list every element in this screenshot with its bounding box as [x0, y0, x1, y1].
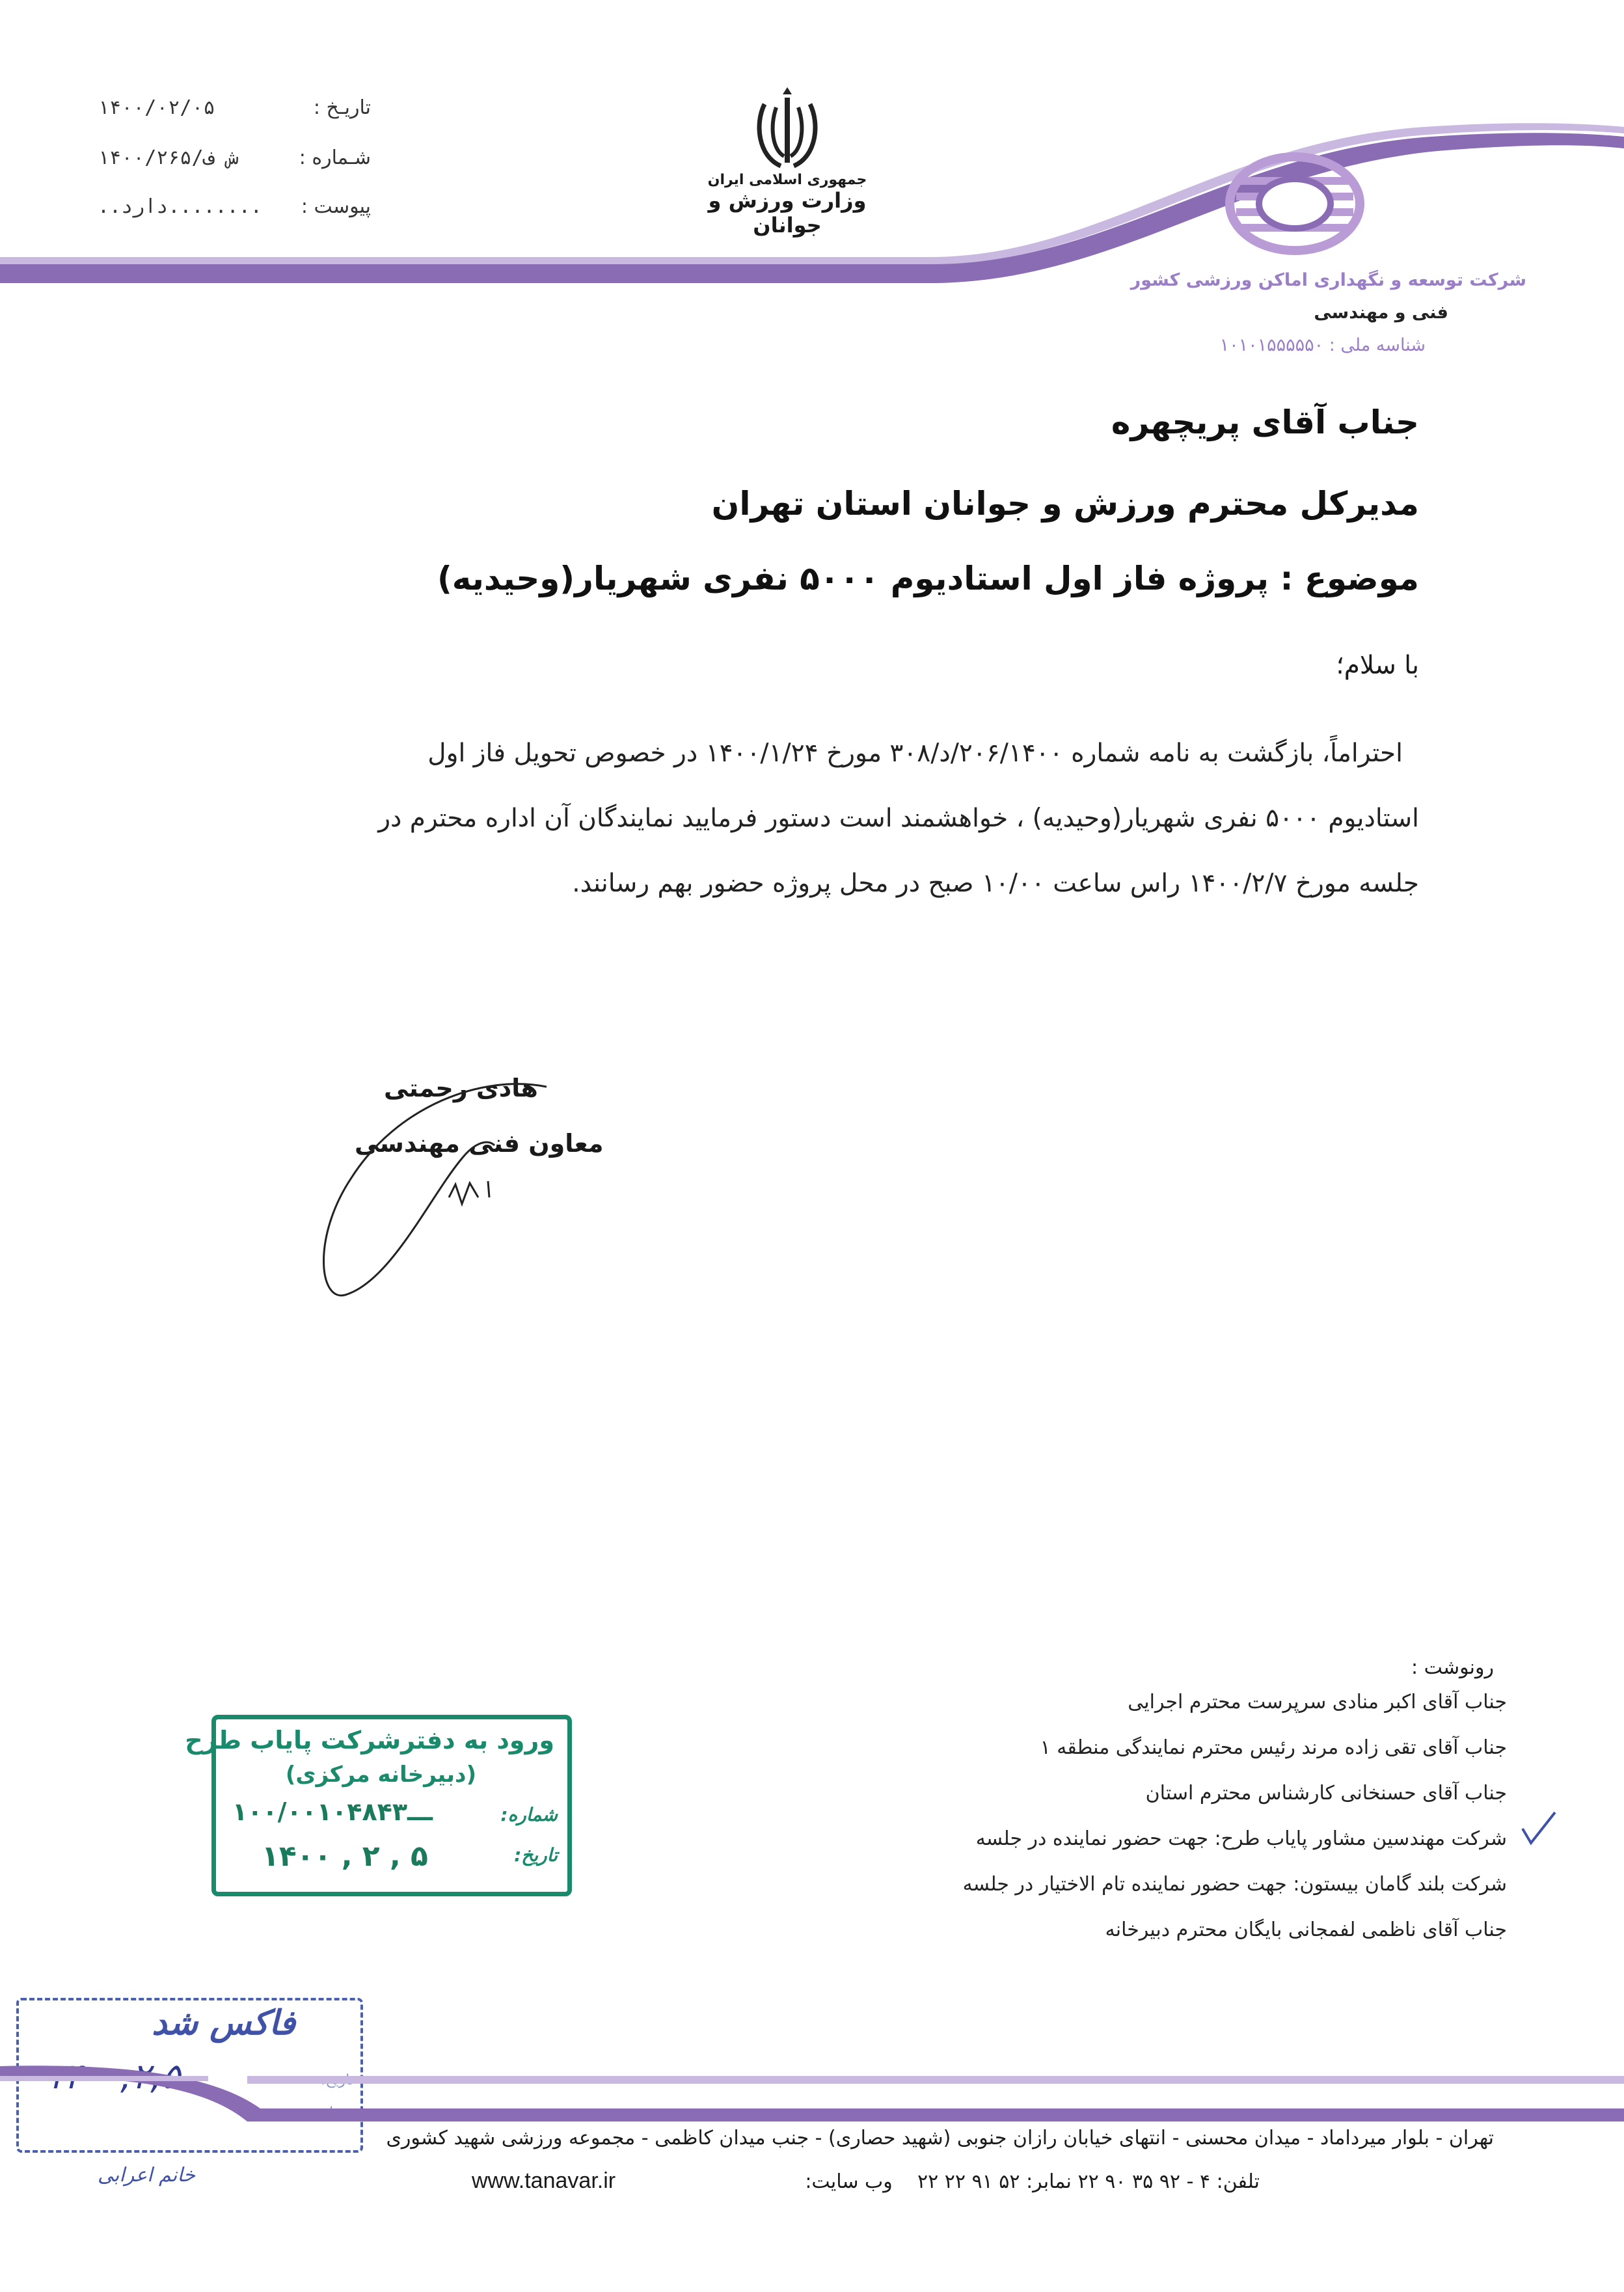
date-value: ۱۴۰۰/۰۲/۰۵ — [98, 96, 215, 119]
body-line-2: استادیوم ۵۰۰۰ نفری شهریار(وحیدیه) ، خواهشمند است دستور فرمایید نمایندگان آن اداره محترم در — [378, 804, 1419, 833]
greeting: با سلام؛ — [1336, 651, 1419, 680]
subject: موضوع : پروژه فاز اول استادیوم ۵۰۰۰ نفری شهریار(وحیدیه) — [437, 560, 1419, 597]
number-label: شـماره : — [299, 146, 371, 169]
cc-line-1: جناب آقای اکبر منادی سرپرست محترم اجرایی — [1128, 1691, 1507, 1713]
attachment-label: پیوست : — [301, 195, 371, 218]
body-line-3: جلسه مورخ ۱۴۰۰/۲/۷ راس ساعت ۱۰/۰۰ صبح در محل پروژه حضور بهم رسانند. — [572, 869, 1419, 898]
fax-handwritten-note: خانم اعرابی — [98, 2164, 196, 2187]
body-line-1: احتراماً، بازگشت به نامه شماره ۲۰۶/۱۴۰۰/د/۳۰۸ مورخ ۱۴۰۰/۱/۲۴ در خصوص تحویل فاز اول — [427, 739, 1403, 768]
cc-line-6: جناب آقای ناظمی لفمجانی بایگان محترم دبیرخانه — [1105, 1918, 1507, 1941]
entry-stamp-title: ورود به دفترشرکت پایاب طرح — [185, 1726, 554, 1754]
entry-stamp-number: ۱۰۰/۰۰ـــ۱۰۴۸۴۳ — [232, 1797, 433, 1826]
date-row — [98, 96, 371, 119]
number-row — [98, 146, 371, 169]
cc-line-3: جناب آقای حسنخانی کارشناس محترم استان — [1145, 1782, 1507, 1805]
check-mark-icon — [1519, 1809, 1558, 1848]
number-value: ۱۴۰۰/۲۶۵/ش ف — [98, 146, 239, 169]
entry-stamp-date-label: تاریخ: — [514, 1844, 558, 1866]
cc-label: رونوشت : — [1411, 1656, 1494, 1679]
cc-line-5: شرکت بلند گامان بیستون: جهت حضور نماینده تام الاختیار در جلسه — [962, 1873, 1507, 1896]
ministry-block — [690, 85, 885, 238]
footer-address: تهران - بلوار میرداماد - میدان محسنی - انتهای خیابان رازان جنوبی (شهید حصاری) - جنب میدان کاظمی - مجموعه ورزشی شهید کشوری — [386, 2127, 1494, 2149]
cc-line-2: جناب آقای تقی زاده مرند رئیس محترم نمایندگی منطقه ۱ — [1040, 1736, 1507, 1759]
entry-stamp-number-label: شماره: — [500, 1804, 558, 1825]
footer-band — [0, 2050, 1624, 2128]
iran-emblem-icon — [751, 85, 823, 176]
signature — [299, 1067, 573, 1315]
ministry-line1: جمهوری اسلامی ایران — [707, 172, 867, 188]
signatory-title: معاون فنی مهندسی — [355, 1129, 604, 1158]
company-name: شرکت توسعه و نگهداری اماکن ورزشی کشور — [1130, 270, 1526, 290]
national-id: شناسه ملی : ۱۰۱۰۱۵۵۵۵۵۰ — [1219, 335, 1426, 355]
entry-stamp-subtitle: (دبیرخانه مرکزی) — [285, 1762, 476, 1788]
date-label: تاریـخ : — [313, 96, 371, 119]
recipient-title: مدیرکل محترم ورزش و جوانان استان تهران — [711, 485, 1419, 523]
fax-stamp-title: فاکس شد — [152, 2004, 295, 2043]
signatory-name: هادی رحمتی — [384, 1074, 538, 1102]
ministry-line2: وزارت ورزش و جوانان — [708, 188, 867, 238]
company-logo-icon — [1223, 148, 1366, 259]
department: فنی و مهندسی — [1314, 303, 1448, 323]
recipient: جناب آقای پریچهره — [1111, 403, 1419, 441]
attachment-row — [98, 195, 371, 218]
entry-stamp — [185, 1715, 572, 1896]
footer-website-label: وب سایت: — [805, 2170, 893, 2193]
footer-phone: تلفن: ۴ - ۹۲ ۳۵ ۹۰ ۲۲ نمابر: ۵۲ ۹۱ ۲۲ ۲۲ — [917, 2170, 1260, 2193]
footer-website[interactable]: www.tanavar.ir — [472, 2168, 616, 2193]
cc-line-4: شرکت مهندسین مشاور پایاب طرح: جهت حضور نماینده در جلسه — [975, 1827, 1507, 1850]
footer-contact — [805, 2170, 1260, 2193]
attachment-value: ..دارد........ — [98, 195, 262, 218]
entry-stamp-date: ۱۴۰۰ , ۲ , ۵ — [262, 1840, 428, 1873]
